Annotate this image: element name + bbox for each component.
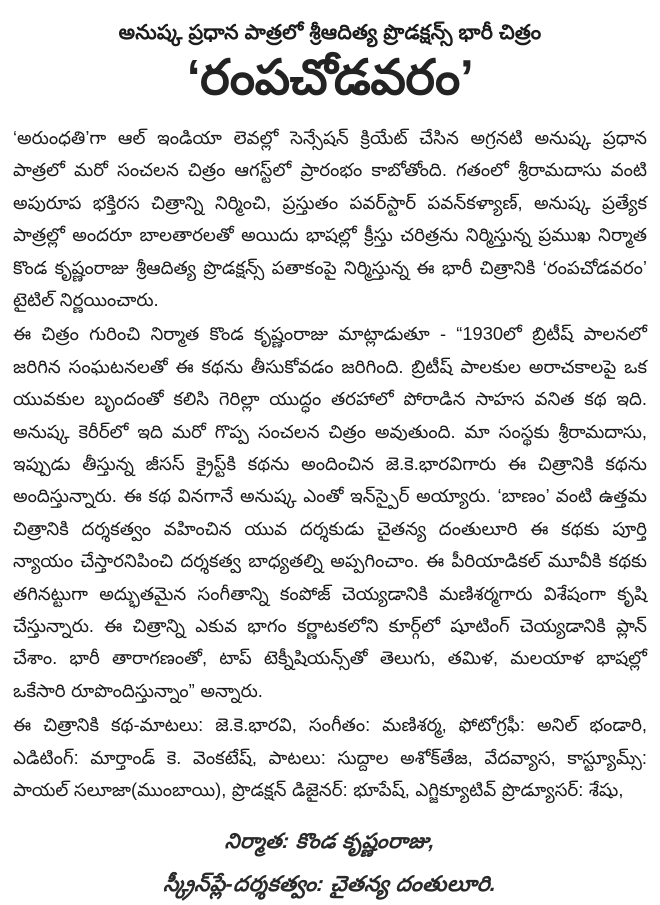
article-paragraph-1: ‘అరుంధతి’గా ఆల్ ఇండియా లెవల్లో సెన్సేషన్ క్రియేట్ చేసిన అగ్రనటి అనుష్క ప్రధాన పాత్రలో మరో సంచలన చిత్రం ఆగస్ట్‌లో ప్రారంభం కాబోతోంది. గతంలో శ్రీరామదాసు వంటి అపురూప భక్తిరస చిత్రాన్ని నిర్మించి, ప్రస్తుతం పవర్‌స్టార్ పవన్‌కళ్యాణ్, అనుష్క ప్రత్యేక పాత్రల్లో అందరూ బాలతారలతో అయిదు భాషల్లో క్రీస్తు చరిత్రను నిర్మిస్తున్న ప్రముఖ నిర్మాత కొండ కృష్ణంరాజు శ్రీఆదిత్య ప్రొడక్షన్స్ పతాకంపై నిర్మిస్తున్న ఈ భారీ చిత్రానికి ‘రంపచోడవరం’ టైటిల్ నిర్ణయించారు. bbox=[13, 126, 647, 311]
article-page bbox=[0, 21, 660, 896]
article-paragraph-2: ఈ చిత్రం గురించి నిర్మాత కొండ కృష్ణంరాజు మాట్లాడుతూ - “1930లో బ్రిటీష్ పాలనలో జరిగిన సంఘటనలతో ఈ కథను తీసుకోవడం జరిగింది. బ్రిటీష్ పాలకుల అరాచకాలపై ఒక యువకుల బృందంతో కలిసి గెరిల్లా యుద్ధం తరహాలో పోరాడిన సాహస వనిత కథ ఇది. అనుష్క కెరీర్‌లో ఇది మరో గొప్ప సంచలన చిత్రం అవుతుంది. మా సంస్థకు శ్రీరామదాసు, ఇప్పుడు తీస్తున్న జీసస్ క్రైస్ట్‌కి కథను అందించిన జె.కె.భారవిగారు ఈ చిత్రానికి కథను అందిస్తున్నారు. ఈ కథ వినగానే అనుష్క ఎంతో ఇన్‌స్పైర్ అయ్యారు. ‘బాణం’ వంటి ఉత్తమ చిత్రానికి దర్శకత్వం వహించిన యువ దర్శకుడు చైతన్య దంతులూరి ఈ కథకు పూర్తి న్యాయం చేస్తారనిపించి దర్శకత్వ బాధ్యతల్ని అప్పగించాం. ఈ పీరియాడికల్ మూవీకి కథకు తగినట్టుగా అద్భుతమైన సంగీతాన్ని కంపోజ్ చెయ్యడానికి మణిశర్మగారు విశేషంగా కృషి చేస్తున్నారు. ఈ చిత్రాన్ని ఎకువ భాగం కర్ణాటకలోని కూర్గ్‌లో షూటింగ్ చెయ్యడానికి ప్లాన్ చేశాం. భారీ తారాగణంతో, టాప్ టెక్నీషియన్స్‌తో తెలుగు, తమిళ, మలయాళ భాషల్లో ఒకేసారి రూపొందిస్తున్నాం” అన్నారు. bbox=[13, 323, 647, 701]
article-signature bbox=[12, 821, 648, 905]
article-paragraph-3-credits: ఈ చిత్రానికి కథ-మాటలు: జె.కె.భారవి, సంగీతం: మణిశర్మ, ఫోటోగ్రఫీ: అనిల్ భండారి, ఎడిటింగ్: మార్తాండ్ కె. వెంకటేష్, పాటలు: సుద్దాల అశోక్‌తేజ, వేదవ్యాస, కాస్ట్యూమ్స్: పాయల్ సలూజా(ముంబాయి), ప్రొడక్షన్ డిజైనర్: భూపేష్, ఎగ్జిక్యూటివ్ ప్రొడ్యూసర్: శేషు, bbox=[13, 714, 647, 801]
article-kicker: అనుష్క ప్రధాన పాత్రలో శ్రీఆదిత్య ప్రొడక్షన్స్ భారీ చిత్రం bbox=[118, 21, 542, 44]
article-body bbox=[12, 122, 648, 807]
signature-screenplay-director: స్క్రీన్‌ప్లే-దర్శకత్వం: చైతన్య దంతులూరి. bbox=[162, 871, 498, 896]
article-headline: ‘రంపచోడవరం’ bbox=[186, 50, 474, 105]
signature-producer: నిర్మాత: కొండ కృష్ణంరాజు, bbox=[224, 829, 436, 853]
